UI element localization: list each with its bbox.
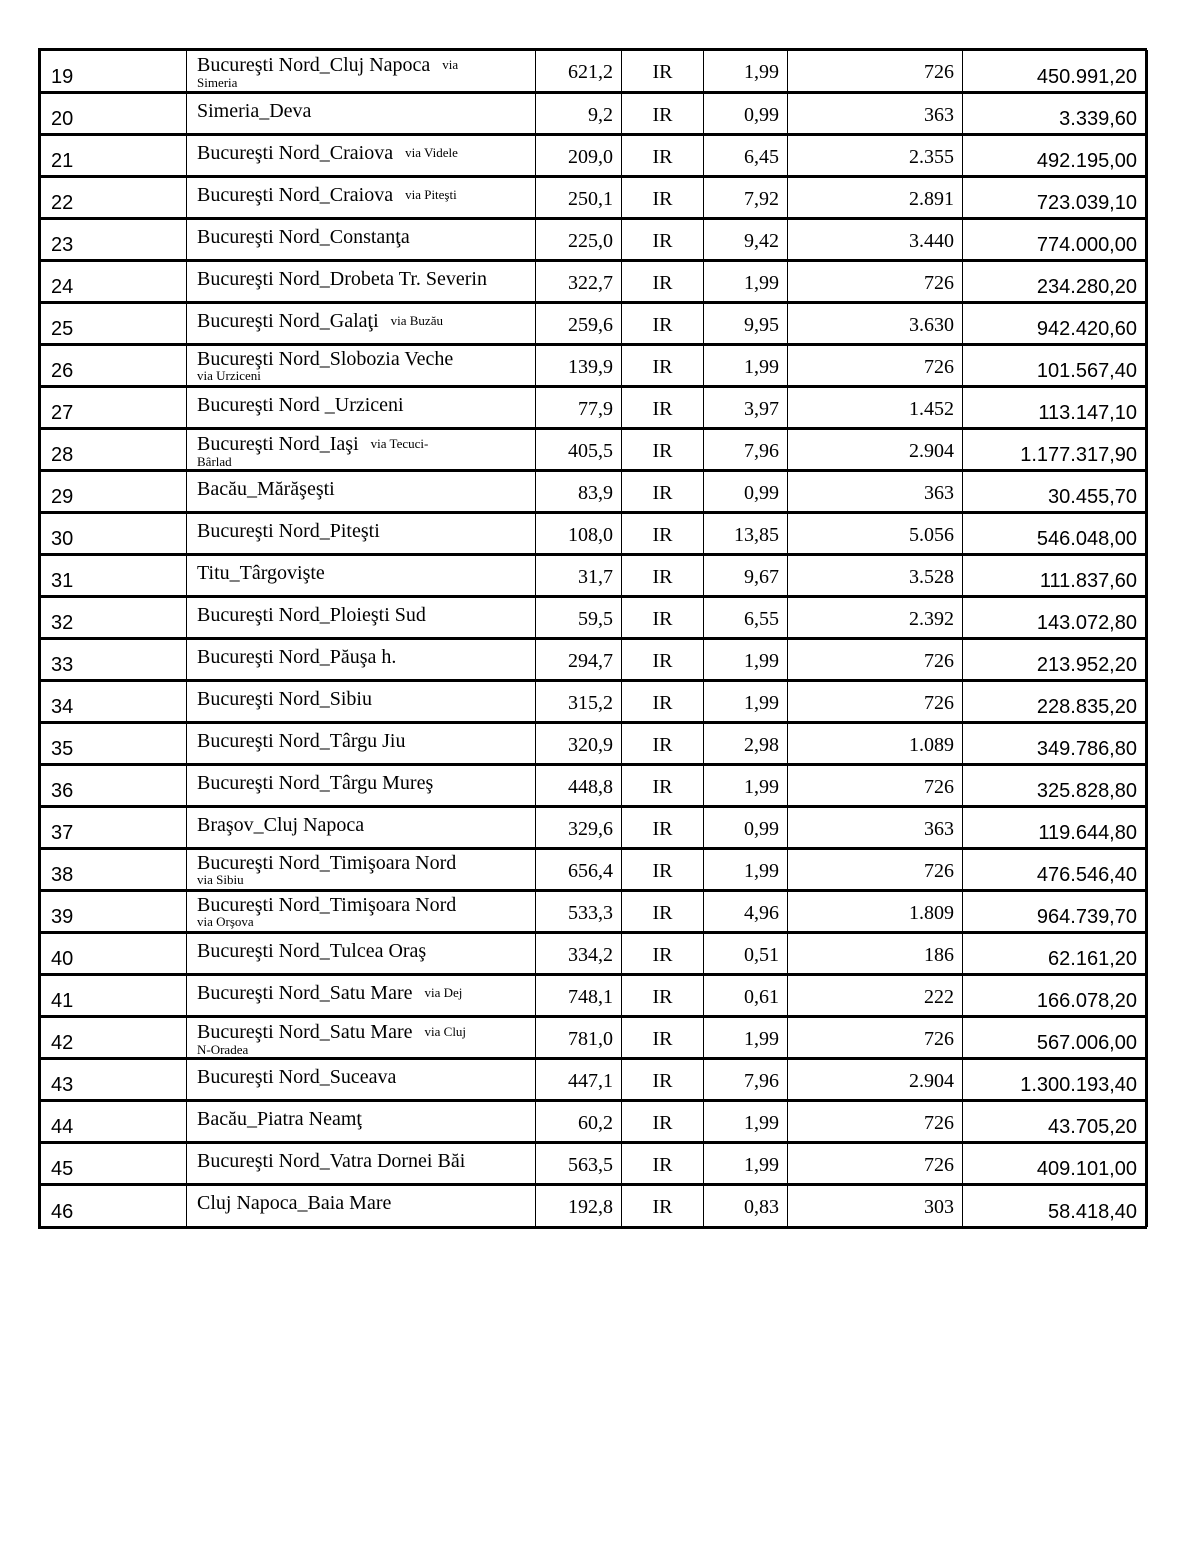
table-row [41,429,1148,471]
route-name: Titu_Târgovişte [197,562,325,584]
table-row [41,555,1148,597]
route-name: Bucureşti Nord_Satu Mare [197,1021,413,1043]
distance-cell: 563,5 [536,1143,622,1185]
count-cell: 1.089 [788,723,963,765]
route-via-note: via [442,57,459,72]
train-category-cell: IR [622,555,704,597]
coefficient-cell: 1,99 [704,639,788,681]
total-value-cell: 113.147,10 [963,387,1148,429]
train-category-cell: IR [622,1185,704,1227]
row-number-cell: 27 [41,387,187,429]
route-via-note: via Buzău [390,313,443,328]
table-row [41,975,1148,1017]
route-name: Simeria_Deva [197,100,312,122]
total-value-cell: 942.420,60 [963,303,1148,345]
route-cell [187,933,536,975]
total-value-cell: 228.835,20 [963,681,1148,723]
table-row [41,597,1148,639]
route-via-note: via Videle [405,145,458,160]
row-number-cell: 23 [41,219,187,261]
row-number-cell: 35 [41,723,187,765]
train-category-cell: IR [622,345,704,387]
count-cell: 726 [788,345,963,387]
route-cell [187,261,536,303]
table-row [41,471,1148,513]
total-value-cell: 43.705,20 [963,1101,1148,1143]
row-number-cell: 25 [41,303,187,345]
row-number-cell: 32 [41,597,187,639]
route-name: Bacău_Mărăşeşti [197,478,335,500]
train-category-cell: IR [622,1143,704,1185]
route-name: Bucureşti Nord_Tulcea Oraş [197,940,427,962]
row-number-cell: 38 [41,849,187,891]
route-name: Bucureşti Nord_Târgu Mureş [197,772,434,794]
row-number-cell: 44 [41,1101,187,1143]
train-category-cell: IR [622,597,704,639]
row-number-cell: 34 [41,681,187,723]
route-cell [187,303,536,345]
total-value-cell: 119.644,80 [963,807,1148,849]
total-value-cell: 450.991,20 [963,51,1148,93]
total-value-cell: 101.567,40 [963,345,1148,387]
count-cell: 363 [788,93,963,135]
coefficient-cell: 1,99 [704,765,788,807]
train-category-cell: IR [622,51,704,93]
route-name: Bucureşti Nord_Piteşti [197,520,380,542]
distance-cell: 448,8 [536,765,622,807]
route-cell [187,891,536,933]
train-category-cell: IR [622,303,704,345]
row-number-cell: 33 [41,639,187,681]
coefficient-cell: 1,99 [704,345,788,387]
route-via-note: via Urziceni [197,368,261,383]
count-cell: 726 [788,1101,963,1143]
coefficient-cell: 3,97 [704,387,788,429]
route-name: Bucureşti Nord_Galaţi [197,310,379,332]
distance-cell: 294,7 [536,639,622,681]
total-value-cell: 409.101,00 [963,1143,1148,1185]
count-cell: 5.056 [788,513,963,555]
route-cell [187,177,536,219]
total-value-cell: 349.786,80 [963,723,1148,765]
total-value-cell: 234.280,20 [963,261,1148,303]
train-category-cell: IR [622,513,704,555]
route-via-note: via Sibiu [197,872,244,887]
route-name: Bucureşti Nord_Satu Mare [197,982,413,1004]
count-cell: 726 [788,639,963,681]
total-value-cell: 476.546,40 [963,849,1148,891]
coefficient-cell: 1,99 [704,261,788,303]
route-via-note-cont: Bârlad [197,454,232,469]
count-cell: 363 [788,807,963,849]
route-via-note-cont: N-Oradea [197,1042,249,1057]
total-value-cell: 546.048,00 [963,513,1148,555]
route-via-note: via Tecuci- [370,436,429,451]
table-row [41,135,1148,177]
train-category-cell: IR [622,891,704,933]
count-cell: 2.904 [788,1059,963,1101]
coefficient-cell: 0,51 [704,933,788,975]
table-row [41,51,1148,93]
distance-cell: 192,8 [536,1185,622,1227]
train-category-cell: IR [622,1059,704,1101]
route-cell [187,471,536,513]
count-cell: 726 [788,765,963,807]
route-cell [187,513,536,555]
distance-cell: 59,5 [536,597,622,639]
count-cell: 726 [788,1017,963,1059]
distance-cell: 533,3 [536,891,622,933]
count-cell: 726 [788,51,963,93]
route-cell [187,681,536,723]
row-number-cell: 41 [41,975,187,1017]
count-cell: 3.528 [788,555,963,597]
route-name: Cluj Napoca_Baia Mare [197,1192,392,1214]
row-number-cell: 45 [41,1143,187,1185]
table-row [41,723,1148,765]
train-category-cell: IR [622,681,704,723]
distance-cell: 405,5 [536,429,622,471]
route-cell [187,1059,536,1101]
train-category-cell: IR [622,1017,704,1059]
table-row [41,1059,1148,1101]
train-category-cell: IR [622,1101,704,1143]
route-cell [187,345,536,387]
route-via-note: via Orşova [197,914,254,929]
total-value-cell: 774.000,00 [963,219,1148,261]
total-value-cell: 166.078,20 [963,975,1148,1017]
coefficient-cell: 13,85 [704,513,788,555]
train-category-cell: IR [622,807,704,849]
distance-cell: 83,9 [536,471,622,513]
table-row [41,891,1148,933]
row-number-cell: 19 [41,51,187,93]
coefficient-cell: 6,45 [704,135,788,177]
route-via-note: via Dej [424,985,463,1000]
row-number-cell: 40 [41,933,187,975]
route-name: Bucureşti Nord_Timişoara Nord [197,852,457,874]
distance-cell: 656,4 [536,849,622,891]
coefficient-cell: 7,96 [704,1059,788,1101]
route-cell [187,429,536,471]
coefficient-cell: 1,99 [704,1143,788,1185]
route-cell [187,975,536,1017]
route-cell [187,1017,536,1059]
distance-cell: 322,7 [536,261,622,303]
row-number-cell: 42 [41,1017,187,1059]
coefficient-cell: 0,99 [704,471,788,513]
coefficient-cell: 0,99 [704,807,788,849]
route-name: Bucureşti Nord _Urziceni [197,394,404,416]
coefficient-cell: 1,99 [704,1101,788,1143]
row-number-cell: 36 [41,765,187,807]
coefficient-cell: 0,61 [704,975,788,1017]
distance-cell: 781,0 [536,1017,622,1059]
table-row [41,261,1148,303]
count-cell: 726 [788,1143,963,1185]
total-value-cell: 1.300.193,40 [963,1059,1148,1101]
table-row [41,765,1148,807]
train-category-cell: IR [622,933,704,975]
route-via-note-cont: Simeria [197,75,238,90]
row-number-cell: 24 [41,261,187,303]
route-cell [187,135,536,177]
row-number-cell: 43 [41,1059,187,1101]
distance-cell: 108,0 [536,513,622,555]
route-cell [187,849,536,891]
count-cell: 726 [788,261,963,303]
route-name: Bucureşti Nord_Craiova [197,184,394,206]
route-via-note: via Piteşti [405,187,457,202]
distance-cell: 250,1 [536,177,622,219]
count-cell: 3.630 [788,303,963,345]
distance-cell: 748,1 [536,975,622,1017]
row-number-cell: 20 [41,93,187,135]
table-row [41,933,1148,975]
table-row [41,345,1148,387]
table-row [41,1101,1148,1143]
total-value-cell: 143.072,80 [963,597,1148,639]
train-category-cell: IR [622,135,704,177]
table-row [41,1017,1148,1059]
count-cell: 2.891 [788,177,963,219]
row-number-cell: 31 [41,555,187,597]
table-row [41,93,1148,135]
total-value-cell: 62.161,20 [963,933,1148,975]
total-value-cell: 3.339,60 [963,93,1148,135]
train-category-cell: IR [622,177,704,219]
train-category-cell: IR [622,639,704,681]
train-category-cell: IR [622,471,704,513]
route-cell [187,1185,536,1227]
row-number-cell: 28 [41,429,187,471]
distance-cell: 31,7 [536,555,622,597]
coefficient-cell: 7,92 [704,177,788,219]
row-number-cell: 29 [41,471,187,513]
coefficient-cell: 4,96 [704,891,788,933]
table-row [41,849,1148,891]
total-value-cell: 723.039,10 [963,177,1148,219]
route-cell [187,639,536,681]
route-name: Bacău_Piatra Neamţ [197,1108,362,1130]
route-name: Bucureşti Nord_Slobozia Veche [197,348,454,370]
total-value-cell: 964.739,70 [963,891,1148,933]
coefficient-cell: 6,55 [704,597,788,639]
routes-table [40,50,1148,1227]
total-value-cell: 1.177.317,90 [963,429,1148,471]
table-row [41,681,1148,723]
count-cell: 363 [788,471,963,513]
coefficient-cell: 9,95 [704,303,788,345]
coefficient-cell: 2,98 [704,723,788,765]
route-cell [187,219,536,261]
route-cell [187,1143,536,1185]
route-cell [187,387,536,429]
route-name: Bucureşti Nord_Păuşa h. [197,646,397,668]
count-cell: 726 [788,849,963,891]
distance-cell: 447,1 [536,1059,622,1101]
total-value-cell: 567.006,00 [963,1017,1148,1059]
route-name: Bucureşti Nord_Ploieşti Sud [197,604,426,626]
total-value-cell: 325.828,80 [963,765,1148,807]
table-row [41,1143,1148,1185]
coefficient-cell: 1,99 [704,1017,788,1059]
route-name: Bucureşti Nord_Sibiu [197,688,372,710]
coefficient-cell: 1,99 [704,51,788,93]
route-via-note: via Cluj [424,1024,467,1039]
table-row [41,807,1148,849]
row-number-cell: 46 [41,1185,187,1227]
train-category-cell: IR [622,723,704,765]
route-name: Bucureşti Nord_Iaşi [197,433,359,455]
table-row [41,387,1148,429]
coefficient-cell: 7,96 [704,429,788,471]
route-name: Bucureşti Nord_Suceava [197,1066,397,1088]
route-cell [187,51,536,93]
count-cell: 726 [788,681,963,723]
distance-cell: 315,2 [536,681,622,723]
distance-cell: 621,2 [536,51,622,93]
route-name: Bucureşti Nord_Constanţa [197,226,410,248]
count-cell: 2.355 [788,135,963,177]
coefficient-cell: 9,67 [704,555,788,597]
row-number-cell: 39 [41,891,187,933]
route-cell [187,555,536,597]
route-cell [187,765,536,807]
distance-cell: 225,0 [536,219,622,261]
distance-cell: 329,6 [536,807,622,849]
total-value-cell: 30.455,70 [963,471,1148,513]
distance-cell: 209,0 [536,135,622,177]
coefficient-cell: 1,99 [704,681,788,723]
train-category-cell: IR [622,765,704,807]
train-category-cell: IR [622,219,704,261]
coefficient-cell: 0,99 [704,93,788,135]
train-category-cell: IR [622,387,704,429]
total-value-cell: 492.195,00 [963,135,1148,177]
count-cell: 222 [788,975,963,1017]
distance-cell: 139,9 [536,345,622,387]
route-name: Bucureşti Nord_Târgu Jiu [197,730,406,752]
count-cell: 303 [788,1185,963,1227]
total-value-cell: 213.952,20 [963,639,1148,681]
route-name: Bucureşti Nord_Timişoara Nord [197,894,457,916]
train-category-cell: IR [622,849,704,891]
count-cell: 3.440 [788,219,963,261]
total-value-cell: 111.837,60 [963,555,1148,597]
route-cell [187,93,536,135]
table-row [41,219,1148,261]
count-cell: 1.452 [788,387,963,429]
count-cell: 1.809 [788,891,963,933]
coefficient-cell: 0,83 [704,1185,788,1227]
distance-cell: 334,2 [536,933,622,975]
row-number-cell: 37 [41,807,187,849]
table-row [41,639,1148,681]
train-category-cell: IR [622,93,704,135]
route-name: Braşov_Cluj Napoca [197,814,365,836]
route-cell [187,597,536,639]
route-name: Bucureşti Nord_Craiova [197,142,394,164]
distance-cell: 259,6 [536,303,622,345]
route-cell [187,723,536,765]
train-category-cell: IR [622,261,704,303]
train-category-cell: IR [622,975,704,1017]
row-number-cell: 26 [41,345,187,387]
count-cell: 2.904 [788,429,963,471]
train-category-cell: IR [622,429,704,471]
row-number-cell: 21 [41,135,187,177]
distance-cell: 60,2 [536,1101,622,1143]
count-cell: 2.392 [788,597,963,639]
table-row [41,1185,1148,1227]
total-value-cell: 58.418,40 [963,1185,1148,1227]
table-row [41,303,1148,345]
route-name: Bucureşti Nord_Drobeta Tr. Severin [197,268,487,290]
row-number-cell: 30 [41,513,187,555]
distance-cell: 9,2 [536,93,622,135]
route-name: Bucureşti Nord_Vatra Dornei Băi [197,1150,466,1172]
route-cell [187,1101,536,1143]
distance-cell: 320,9 [536,723,622,765]
table-row [41,513,1148,555]
row-number-cell: 22 [41,177,187,219]
routes-table-frame [38,48,1147,1229]
table-row [41,177,1148,219]
route-cell [187,807,536,849]
route-name: Bucureşti Nord_Cluj Napoca [197,54,431,76]
count-cell: 186 [788,933,963,975]
distance-cell: 77,9 [536,387,622,429]
coefficient-cell: 1,99 [704,849,788,891]
routes-table-body [41,51,1148,1227]
coefficient-cell: 9,42 [704,219,788,261]
